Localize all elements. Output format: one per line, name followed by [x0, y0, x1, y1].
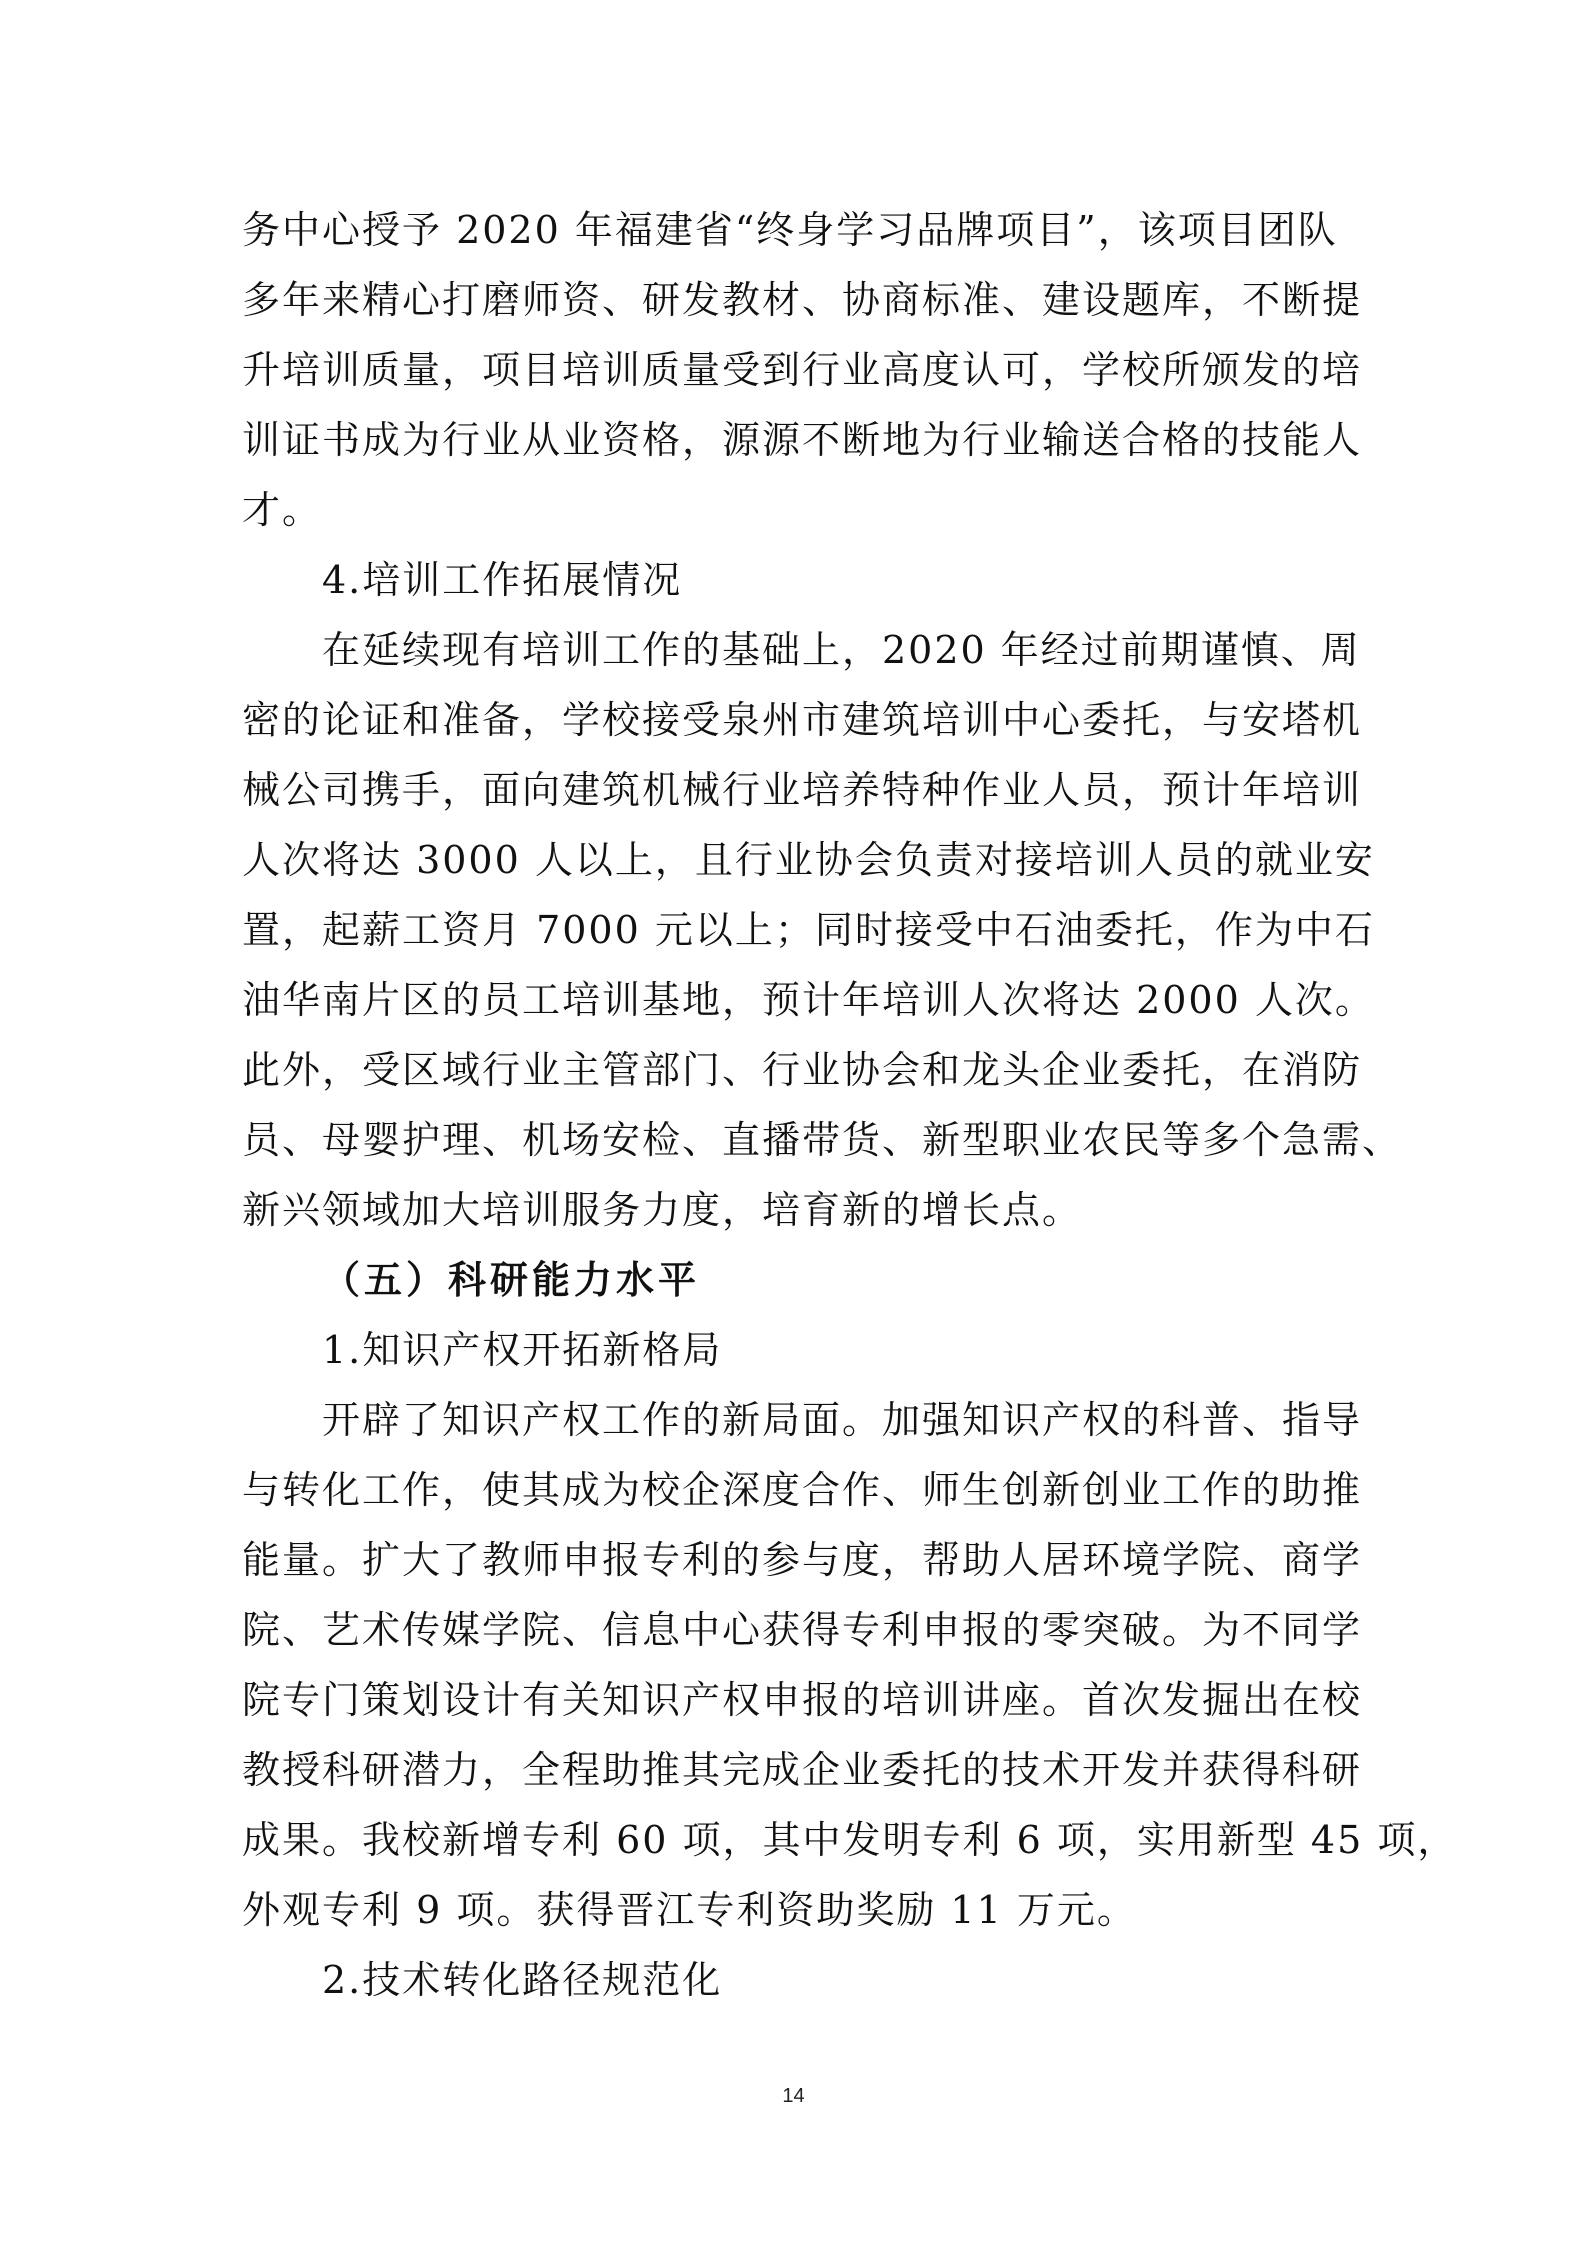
- body-text-line: 密的论证和准备，学校接受泉州市建筑培训中心委托，与安塔机: [242, 698, 1363, 742]
- body-text-line: 员、母婴护理、机场安检、直播带货、新型职业农民等多个急需、: [242, 1118, 1403, 1162]
- body-text-line: 此外，受区域行业主管部门、行业协会和龙头企业委托，在消防: [242, 1048, 1363, 1092]
- body-text-line: 院、艺术传媒学院、信息中心获得专利申报的零突破。为不同学: [242, 1608, 1363, 1652]
- body-text-line: 训证书成为行业从业资格，源源不断地为行业输送合格的技能人: [242, 418, 1363, 462]
- body-text-line: 人次将达 3000 人以上，且行业协会负责对接培训人员的就业安: [242, 838, 1375, 882]
- body-text-line: 多年来精心打磨师资、研发教材、协商标准、建设题库，不断提: [242, 278, 1363, 322]
- subsection-heading: 4.培训工作拓展情况: [322, 558, 683, 602]
- body-text-line: 开辟了知识产权工作的新局面。加强知识产权的科普、指导: [322, 1398, 1363, 1442]
- page-number: 14: [782, 2085, 805, 2107]
- subsection-heading: 2.技术转化路径规范化: [322, 1958, 723, 2002]
- subsection-heading: 1.知识产权开拓新格局: [322, 1328, 723, 1372]
- body-text-line: 才。: [242, 488, 323, 532]
- body-text-line: 在延续现有培训工作的基础上，2020 年经过前期谨慎、周: [322, 628, 1361, 672]
- section-heading: （五）科研能力水平: [322, 1258, 701, 1302]
- body-text-line: 能量。扩大了教师申报专利的参与度，帮助人居环境学院、商学: [242, 1538, 1363, 1582]
- body-text-line: 油华南片区的员工培训基地，预计年培训人次将达 2000 人次。: [242, 978, 1375, 1022]
- body-text-line: 务中心授予 2020 年福建省“终身学习品牌项目”，该项目团队: [242, 208, 1338, 252]
- body-text-line: 与转化工作，使其成为校企深度合作、师生创新创业工作的助推: [242, 1468, 1363, 1512]
- body-text-line: 升培训质量，项目培训质量受到行业高度认可，学校所颁发的培: [242, 348, 1363, 392]
- body-text-line: 院专门策划设计有关知识产权申报的培训讲座。首次发掘出在校: [242, 1678, 1363, 1722]
- body-text-line: 新兴领域加大培训服务力度，培育新的增长点。: [242, 1188, 1083, 1232]
- body-text-line: 置，起薪工资月 7000 元以上；同时接受中石油委托，作为中石: [242, 908, 1375, 952]
- body-text-line: 教授科研潜力，全程助推其完成企业委托的技术开发并获得科研: [242, 1748, 1363, 1792]
- body-text-line: 械公司携手，面向建筑机械行业培养特种作业人员，预计年培训: [242, 768, 1363, 812]
- body-text-line: 外观专利 9 项。获得晋江专利资助奖励 11 万元。: [242, 1888, 1137, 1932]
- body-text-line: 成果。我校新增专利 60 项，其中发明专利 6 项，实用新型 45 项，: [242, 1818, 1458, 1862]
